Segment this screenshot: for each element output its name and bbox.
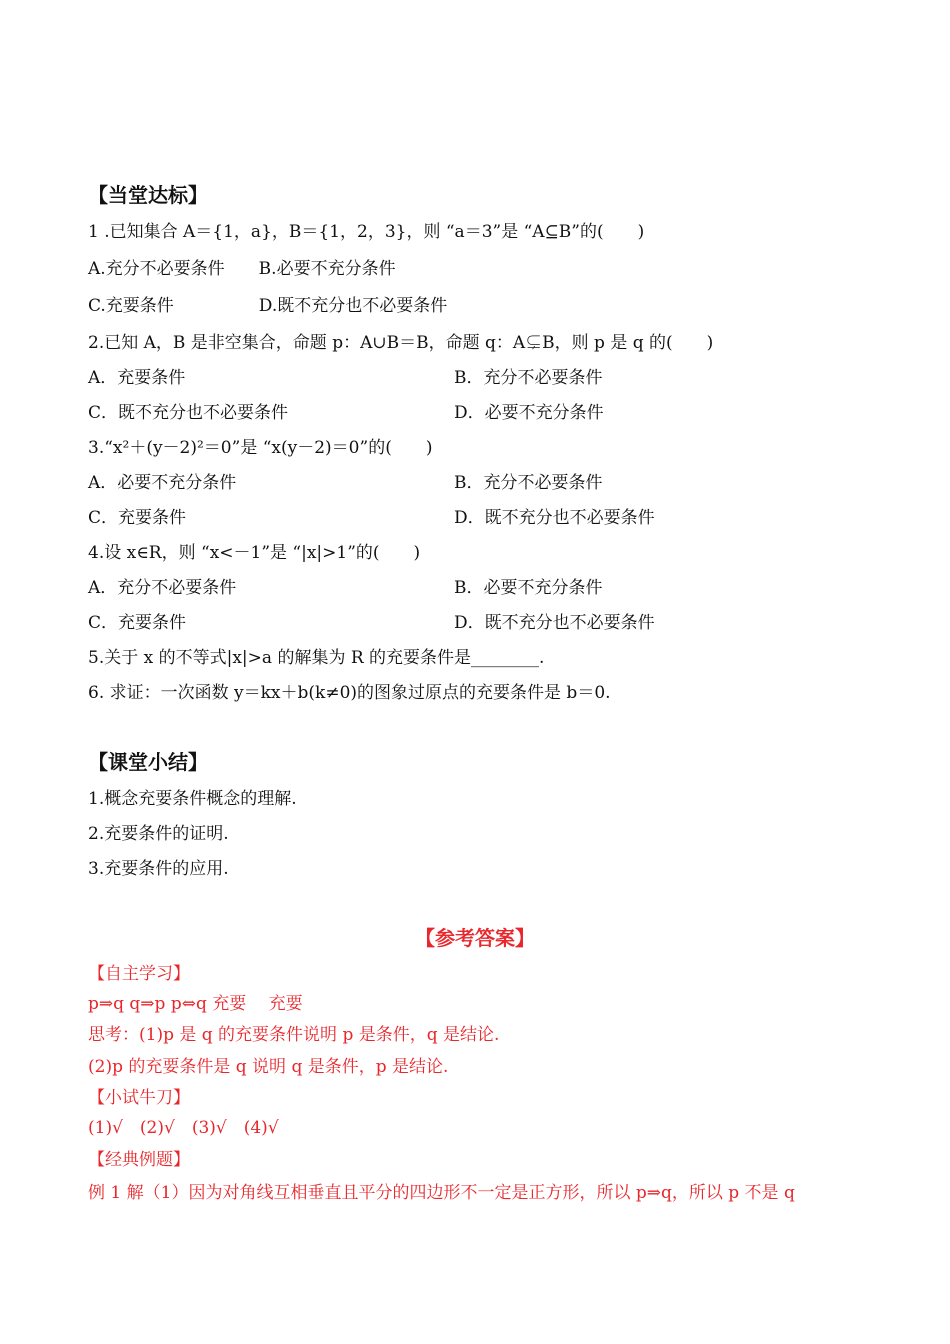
question-4: 4.设 x∈R，则 “x<－1”是 “|x|>1”的( ) bbox=[88, 543, 421, 563]
answers-try-line: (1)√ (2)√ (3)√ (4)√ bbox=[88, 1118, 279, 1138]
question-4-option-b: B．必要不充分条件 bbox=[454, 578, 603, 598]
question-2-option-b: B．充分不必要条件 bbox=[454, 368, 603, 388]
question-4-option-c: C．充要条件 bbox=[88, 613, 187, 633]
summary-item: 1.概念充要条件概念的理解. bbox=[88, 789, 297, 809]
answers-subheading-examples: 【经典例题】 bbox=[88, 1150, 190, 1170]
question-1-options-ab: A.充分不必要条件 B.必要不充分条件 bbox=[88, 259, 396, 279]
answers-think-1: 思考：(1)p 是 q 的充要条件说明 p 是条件，q 是结论. bbox=[88, 1025, 500, 1045]
answers-think-2: (2)p 的充要条件是 q 说明 q 是条件，p 是结论. bbox=[88, 1057, 449, 1077]
question-2-option-a: A．充要条件 bbox=[88, 368, 186, 388]
answers-example-1: 例 1 解（1）因为对角线互相垂直且平分的四边形不一定是正方形，所以 p⇒q，所以 p 不是 q bbox=[88, 1183, 795, 1203]
question-3: 3.“x²＋(y－2)²＝0”是 “x(y－2)＝0”的( ) bbox=[88, 438, 433, 458]
section-heading-summary: 【课堂小结】 bbox=[88, 750, 208, 774]
question-2: 2.已知 A，B 是非空集合，命题 p：A∪B＝B，命题 q：A⊊B，则 p 是 q 的( ) bbox=[88, 333, 714, 353]
answers-heading: 【参考答案】 bbox=[415, 926, 535, 950]
answers-self-study-line: p⇒q q⇒p p⇔q 充要 充要 bbox=[88, 994, 303, 1014]
question-3-option-d: D．既不充分也不必要条件 bbox=[454, 508, 655, 528]
question-4-option-d: D．既不充分也不必要条件 bbox=[454, 613, 655, 633]
answers-subheading-self-study: 【自主学习】 bbox=[88, 964, 190, 984]
answers-subheading-try: 【小试牛刀】 bbox=[88, 1088, 190, 1108]
section-heading-exercise: 【当堂达标】 bbox=[88, 183, 208, 207]
question-2-option-c: C．既不充分也不必要条件 bbox=[88, 403, 289, 423]
question-2-option-d: D．必要不充分条件 bbox=[454, 403, 604, 423]
question-3-option-a: A．必要不充分条件 bbox=[88, 473, 237, 493]
question-5: 5.关于 x 的不等式|x|>a 的解集为 R 的充要条件是________. bbox=[88, 648, 545, 668]
summary-item: 3.充要条件的应用. bbox=[88, 859, 229, 879]
question-3-option-b: B．充分不必要条件 bbox=[454, 473, 603, 493]
question-4-option-a: A．充分不必要条件 bbox=[88, 578, 237, 598]
question-1-options-cd: C.充要条件 D.既不充分也不必要条件 bbox=[88, 296, 448, 316]
summary-item: 2.充要条件的证明. bbox=[88, 824, 229, 844]
question-3-option-c: C．充要条件 bbox=[88, 508, 187, 528]
question-6: 6. 求证：一次函数 y＝kx＋b(k≠0)的图象过原点的充要条件是 b＝0. bbox=[88, 683, 611, 703]
question-1: 1 .已知集合 A＝{1，a}，B＝{1，2，3}，则 “a＝3”是 “A⊆B”的( ) bbox=[88, 222, 645, 242]
